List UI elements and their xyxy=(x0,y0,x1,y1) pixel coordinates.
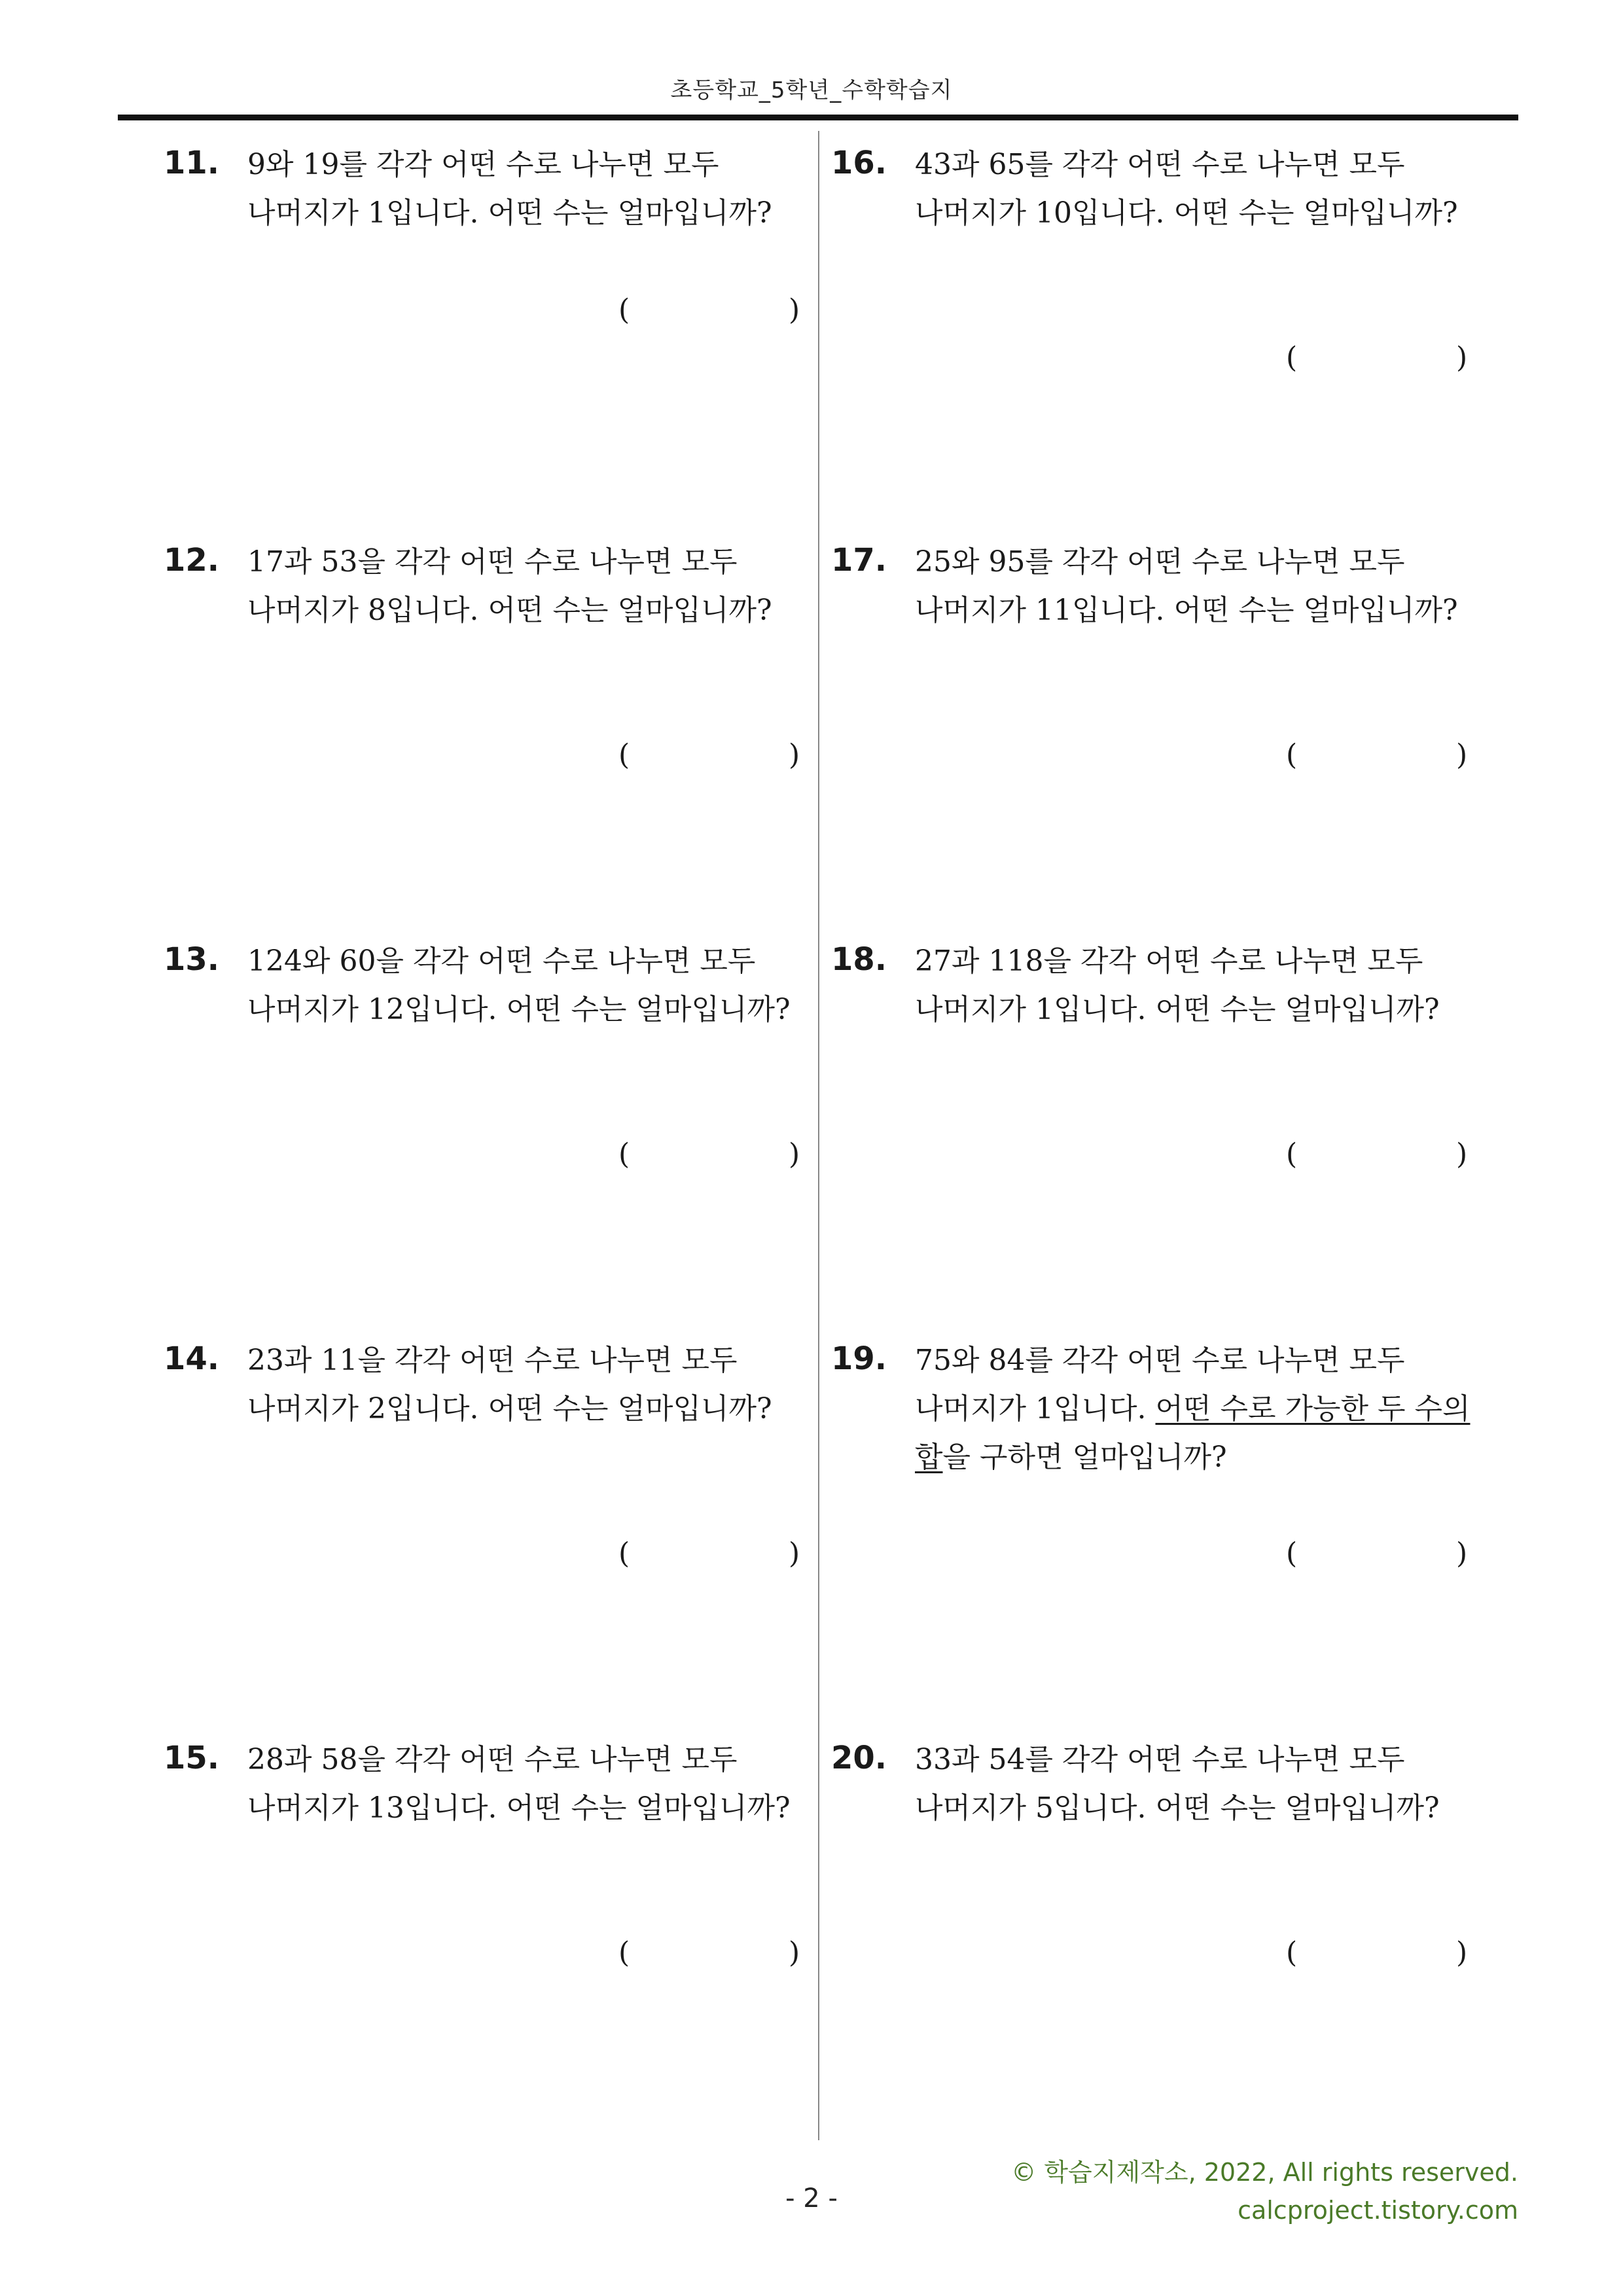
problem-number: 12. xyxy=(164,542,220,579)
problem-text: 28과 58을 각각 어떤 수로 나누면 모두 나머지가 13입니다. 어떤 수는 얼마입니까? xyxy=(247,1743,791,1825)
problem-number: 16. xyxy=(831,145,887,181)
problem-text: 17과 53을 각각 어떤 수로 나누면 모두 나머지가 8입니다. 어떤 수는 얼마입니까? xyxy=(247,545,772,627)
problem-text: 27과 118을 각각 어떤 수로 나누면 모두 나머지가 1입니다. 어떤 수는 얼마입니까? xyxy=(915,944,1440,1026)
answer-close-paren: ) xyxy=(1456,1138,1468,1171)
problem-text: 23과 11을 각각 어떤 수로 나누면 모두 나머지가 2입니다. 어떤 수는 얼마입니까? xyxy=(247,1344,772,1426)
answer-open-paren: ( xyxy=(618,1138,630,1171)
problem-number: 18. xyxy=(831,941,887,978)
answer-open-paren: ( xyxy=(618,1936,630,1969)
problem-text: 25와 95를 각각 어떤 수로 나누면 모두 나머지가 11입니다. 어떤 수는 얼마입니까? xyxy=(915,545,1458,627)
problem-text-underlined: 어떤 수로 가능한 두 수의 합 xyxy=(915,1392,1471,1474)
problem-number: 15. xyxy=(164,1740,220,1776)
answer-open-paren: ( xyxy=(618,1537,630,1570)
answer-open-paren: ( xyxy=(618,738,630,772)
problem-number: 13. xyxy=(164,941,220,978)
problem-number: 11. xyxy=(164,145,220,181)
answer-close-paren: ) xyxy=(789,1936,800,1969)
problem-text-tail: 을 구하면 얼마입니까? xyxy=(942,1441,1227,1474)
answer-close-paren: ) xyxy=(789,293,800,327)
problem-text xyxy=(915,1336,1504,1482)
answer-close-paren: ) xyxy=(789,1138,800,1171)
answer-close-paren: ) xyxy=(1456,1537,1468,1570)
problem-number: 14. xyxy=(164,1340,220,1377)
answer-open-paren: ( xyxy=(1286,1936,1298,1969)
problem-number: 17. xyxy=(831,542,887,579)
problem-number: 19. xyxy=(831,1340,887,1377)
answer-close-paren: ) xyxy=(1456,1936,1468,1969)
site-url: calcproject.tistory.com xyxy=(1238,2196,1518,2225)
page-number: - 2 - xyxy=(785,2183,838,2214)
answer-open-paren: ( xyxy=(1286,1138,1298,1171)
answer-open-paren: ( xyxy=(618,293,630,327)
answer-open-paren: ( xyxy=(1286,1537,1298,1570)
page-header: 초등학교_5학년_수학학습지 xyxy=(670,77,953,103)
problem-text-lead: 75와 84를 각각 어떤 수로 나누면 모두 나머지가 1입니다. xyxy=(915,1344,1405,1426)
problem-text: 33과 54를 각각 어떤 수로 나누면 모두 나머지가 5입니다. 어떤 수는 얼마입니까? xyxy=(915,1743,1440,1825)
answer-close-paren: ) xyxy=(1456,341,1468,374)
answer-close-paren: ) xyxy=(1456,738,1468,772)
problem-number: 20. xyxy=(831,1740,887,1776)
problem-text: 43과 65를 각각 어떤 수로 나누면 모두 나머지가 10입니다. 어떤 수는 얼마입니까? xyxy=(915,148,1458,230)
problem-text: 124와 60을 각각 어떤 수로 나누면 모두 나머지가 12입니다. 어떤 수는 얼마입니까? xyxy=(247,944,791,1026)
column-divider xyxy=(818,131,819,2140)
header-rule xyxy=(118,115,1518,120)
problem-text: 9와 19를 각각 어떤 수로 나누면 모두 나머지가 1입니다. 어떤 수는 얼마입니까? xyxy=(247,148,772,230)
answer-open-paren: ( xyxy=(1286,738,1298,772)
copyright-notice: © 학습지제작소, 2022, All rights reserved. xyxy=(1011,2158,1518,2187)
answer-close-paren: ) xyxy=(789,1537,800,1570)
answer-open-paren: ( xyxy=(1286,341,1298,374)
answer-close-paren: ) xyxy=(789,738,800,772)
